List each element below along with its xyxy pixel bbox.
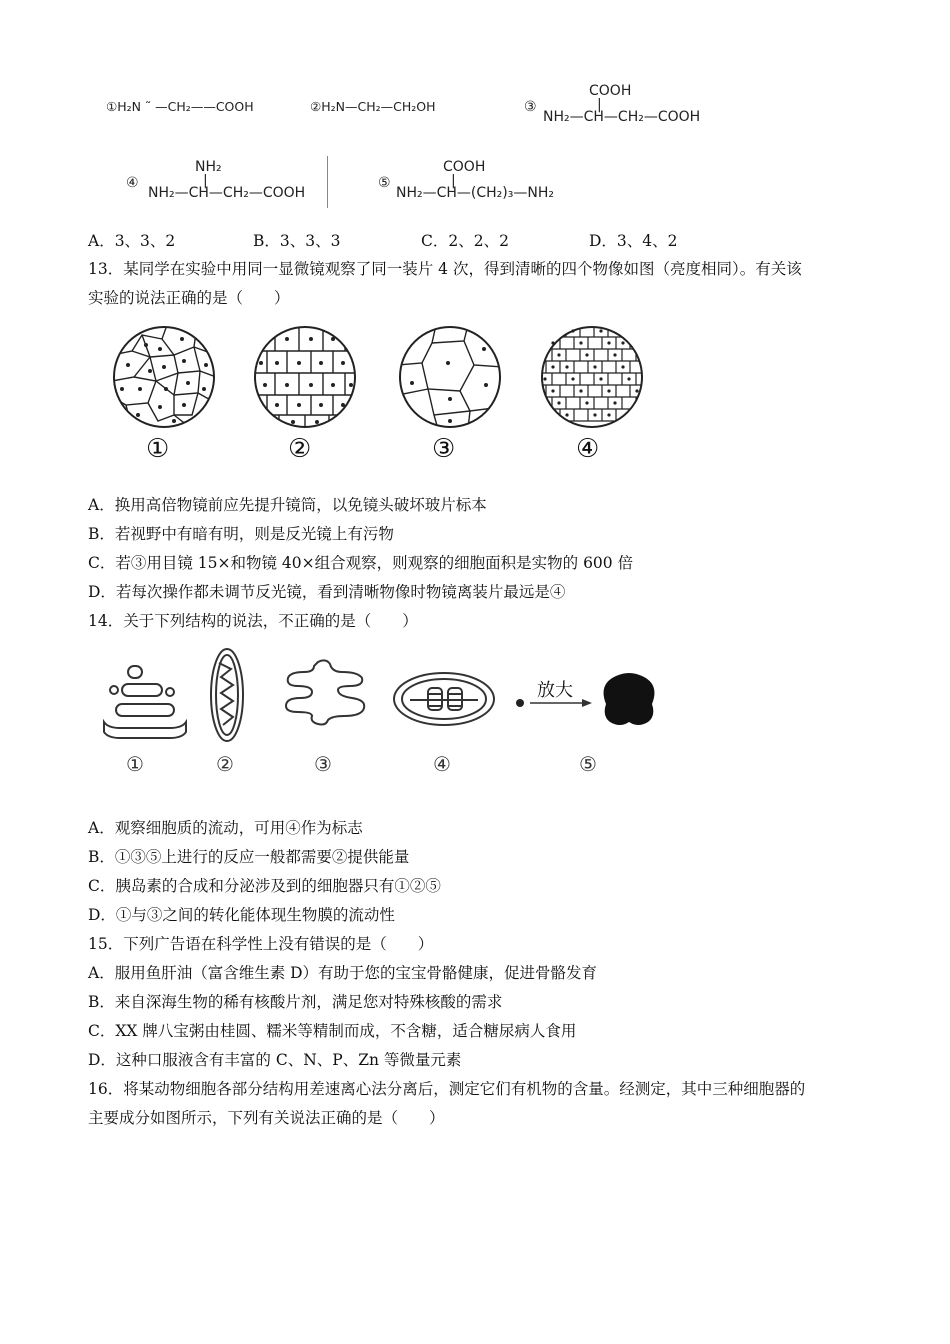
structure-2-number: ② [310, 99, 322, 114]
structure-5-top-group: COOH [443, 159, 486, 175]
q14-option-c: C．胰岛素的合成和分泌涉及到的细胞器只有①②⑤ [88, 877, 441, 895]
structure-2-formula: H₂N—CH₂—CH₂OH [321, 99, 436, 114]
microscope-view-3 [398, 325, 502, 429]
divider [327, 156, 328, 208]
endoplasmic-reticulum-icon [282, 658, 368, 728]
structure-1 [106, 98, 254, 116]
organelle-3-label: ③ [314, 752, 332, 776]
structure-1-number: ① [106, 99, 118, 114]
view-3-label: ③ [432, 434, 456, 464]
ribosome-small-icon [515, 698, 525, 708]
q13-option-b: B．若视野中有暗有明，则是反光镜上有污物 [88, 525, 394, 543]
microscope-view-2 [253, 325, 357, 429]
mitochondrion-icon [207, 645, 247, 745]
q15-stem: 15．下列广告语在科学性上没有错误的是（ ） [88, 935, 434, 953]
structure-3-top-group: COOH [589, 83, 632, 99]
structure-3-number: ③ [524, 99, 537, 115]
structure-4-number: ④ [126, 175, 139, 191]
q15-option-c: C．XX 牌八宝粥由桂圆、糯米等精制而成，不含糖，适合糖尿病人食用 [88, 1022, 577, 1040]
q13-stem-line1: 13．某同学在实验中用同一显微镜观察了同一装片 4 次，得到清晰的四个物像如图（亮度相同）。有关该 [88, 260, 802, 278]
q13-option-c: C．若③用目镜 15×和物镜 40×组合观察，则观察的细胞面积是实物的 600 倍 [88, 554, 634, 572]
view-1-label: ① [146, 434, 170, 464]
structure-2 [310, 98, 436, 116]
q12-option-a: A．3、3、2 [88, 232, 176, 250]
ribosome-enlarged-icon [598, 670, 660, 728]
structure-5-number: ⑤ [378, 175, 391, 191]
structure-5-bond: | [451, 173, 456, 189]
microscope-view-4 [540, 325, 644, 429]
q13-option-d: D．若每次操作都未调节反光镜，看到清晰物像时物镜离装片最远是④ [88, 583, 566, 601]
golgi-apparatus-icon [100, 660, 190, 740]
view-4-label: ④ [576, 434, 600, 464]
organelle-4-label: ④ [433, 752, 451, 776]
q14-option-a: A．观察细胞质的流动，可用④作为标志 [88, 819, 363, 837]
q15-option-d: D．这种口服液含有丰富的 C、N、P、Zn 等微量元素 [88, 1051, 462, 1069]
structure-3-bond: | [597, 97, 602, 113]
organelle-2-label: ② [216, 752, 234, 776]
microscope-view-1 [112, 325, 216, 429]
chloroplast-icon [392, 670, 496, 728]
structure-5-main-chain: NH₂—CH—(CH₂)₃—NH₂ [396, 185, 554, 201]
structure-4-bond: | [203, 173, 208, 189]
q14-stem: 14．关于下列结构的说法，不正确的是（ ） [88, 612, 418, 630]
q16-stem-line1: 16．将某动物细胞各部分结构用差速离心法分离后，测定它们有机物的含量。经测定，其中三种细胞器的 [88, 1080, 806, 1098]
q12-option-d: D．3、4、2 [589, 232, 678, 250]
structure-4-main-chain: NH₂—CH—CH₂—COOH [148, 185, 306, 201]
organelle-1-label: ① [126, 752, 144, 776]
q14-option-d: D．①与③之间的转化能体现生物膜的流动性 [88, 906, 395, 924]
organelle-5-label: ⑤ [579, 752, 597, 776]
q13-stem-line2: 实验的说法正确的是（ ） [88, 289, 290, 307]
q16-stem-line2: 主要成分如图所示，下列有关说法正确的是（ ） [88, 1109, 445, 1127]
q12-option-b: B．3、3、3 [253, 232, 341, 250]
q15-option-a: A．服用鱼肝油（富含维生素 D）有助于您的宝宝骨骼健康，促进骨骼发育 [88, 964, 598, 982]
q14-option-b: B．①③⑤上进行的反应一般都需要②提供能量 [88, 848, 410, 866]
view-2-label: ② [288, 434, 312, 464]
q15-option-b: B．来自深海生物的稀有核酸片剂，满足您对特殊核酸的需求 [88, 993, 503, 1011]
q13-option-a: A．换用高倍物镜前应先提升镜筒，以免镜头破坏玻片标本 [88, 496, 487, 514]
structure-1-formula: H₂N ˜ —CH₂——COOH [117, 99, 254, 114]
magnify-label: 放大 [537, 680, 573, 701]
structure-4-top-group: NH₂ [195, 159, 222, 175]
q12-option-c: C．2、2、2 [421, 232, 509, 250]
structure-3-main-chain: NH₂—CH—CH₂—COOH [543, 109, 701, 125]
